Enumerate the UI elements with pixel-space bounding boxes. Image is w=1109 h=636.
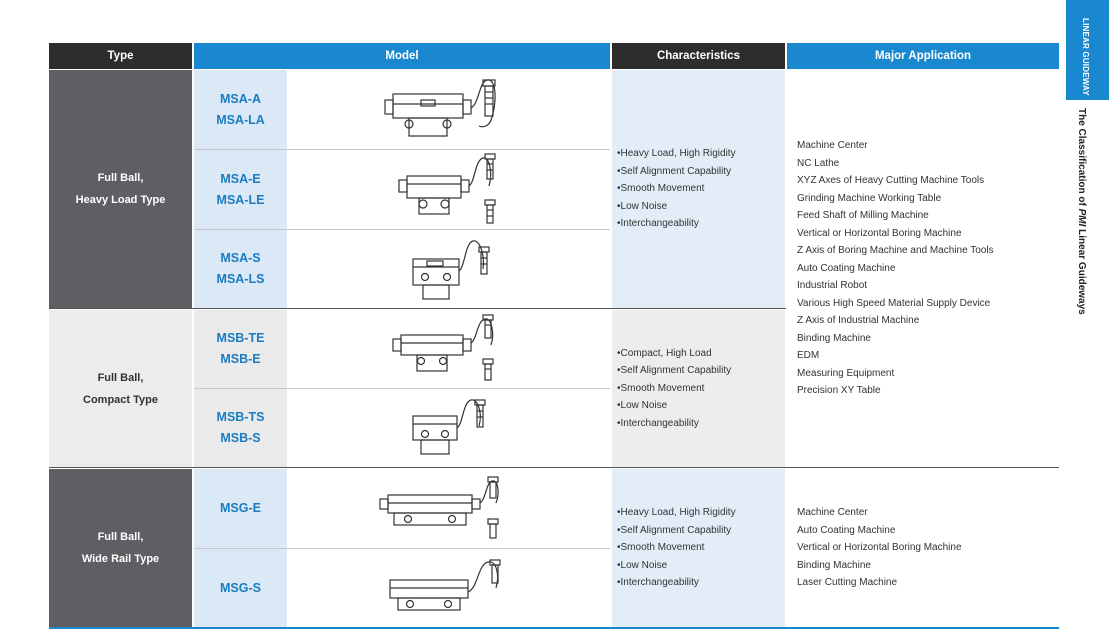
guideway-image-msg-s: [287, 549, 610, 627]
row-divider: [194, 548, 610, 549]
guideway-image-msa-s: [287, 230, 610, 308]
model-code-msg-s: MSG-S: [194, 549, 287, 627]
type-heavy-load: Full Ball, Heavy Load Type: [49, 70, 192, 308]
characteristics-heavy-load: •Heavy Load, High Rigidity •Self Alignment Capability •Smooth Movement •Low Noise •Interchangeability: [612, 70, 785, 308]
type-wide-rail: Full Ball, Wide Rail Type: [49, 469, 192, 627]
page-title: The Classification of PMI Linear Guideways: [1076, 108, 1087, 315]
guideway-image-msa-e: [287, 150, 610, 229]
characteristics-wide-rail: •Heavy Load, High Rigidity •Self Alignment Capability •Smooth Movement •Low Noise •Interchangeability: [612, 469, 785, 627]
model-code-msb-ts: MSB-TS MSB-S: [194, 389, 287, 467]
applications-list-1: Machine Center NC Lathe XYZ Axes of Heavy Cutting Machine Tools Grinding Machine Working Table Feed Shaft of Milling Machine Vertical or Horizontal Boring Machine Z Axis of Boring Machine and Machine Tools Auto Coating Machine Industrial Robot Various High Speed Material Supply Device Z Axis of Industrial Machine Binding Machine EDM Measuring Equipment Precision XY Table: [787, 70, 1059, 467]
applications-list-2: Machine Center Auto Coating Machine Vertical or Horizontal Boring Machine Binding Machine Laser Cutting Machine: [787, 469, 1059, 627]
model-code-msb-te: MSB-TE MSB-E: [194, 310, 287, 388]
group-divider: [49, 308, 786, 309]
header-characteristics: Characteristics: [612, 43, 785, 69]
characteristics-compact: •Compact, High Load •Self Alignment Capability •Smooth Movement •Low Noise •Interchangeability: [612, 310, 785, 467]
guideway-image-msb-te: [287, 310, 610, 388]
header-type: Type: [49, 43, 192, 69]
model-code-msa-e: MSA-E MSA-LE: [194, 150, 287, 229]
row-divider: [194, 388, 610, 389]
header-model: Model: [194, 43, 610, 69]
row-divider: [194, 229, 610, 230]
section-tab-label: LINEAR GUIDEWAY: [1081, 18, 1090, 96]
header-application: Major Application: [787, 43, 1059, 69]
group-divider: [49, 467, 1059, 468]
guideway-image-msa-a: [287, 70, 610, 149]
row-divider: [194, 149, 610, 150]
model-code-msg-e: MSG-E: [194, 469, 287, 548]
table-bottom-rule: [49, 627, 1059, 629]
guideway-image-msb-ts: [287, 389, 610, 467]
model-code-msa-s: MSA-S MSA-LS: [194, 230, 287, 308]
guideway-image-msg-e: [287, 469, 610, 548]
model-code-msa-a: MSA-A MSA-LA: [194, 70, 287, 149]
type-compact: Full Ball, Compact Type: [49, 310, 192, 467]
